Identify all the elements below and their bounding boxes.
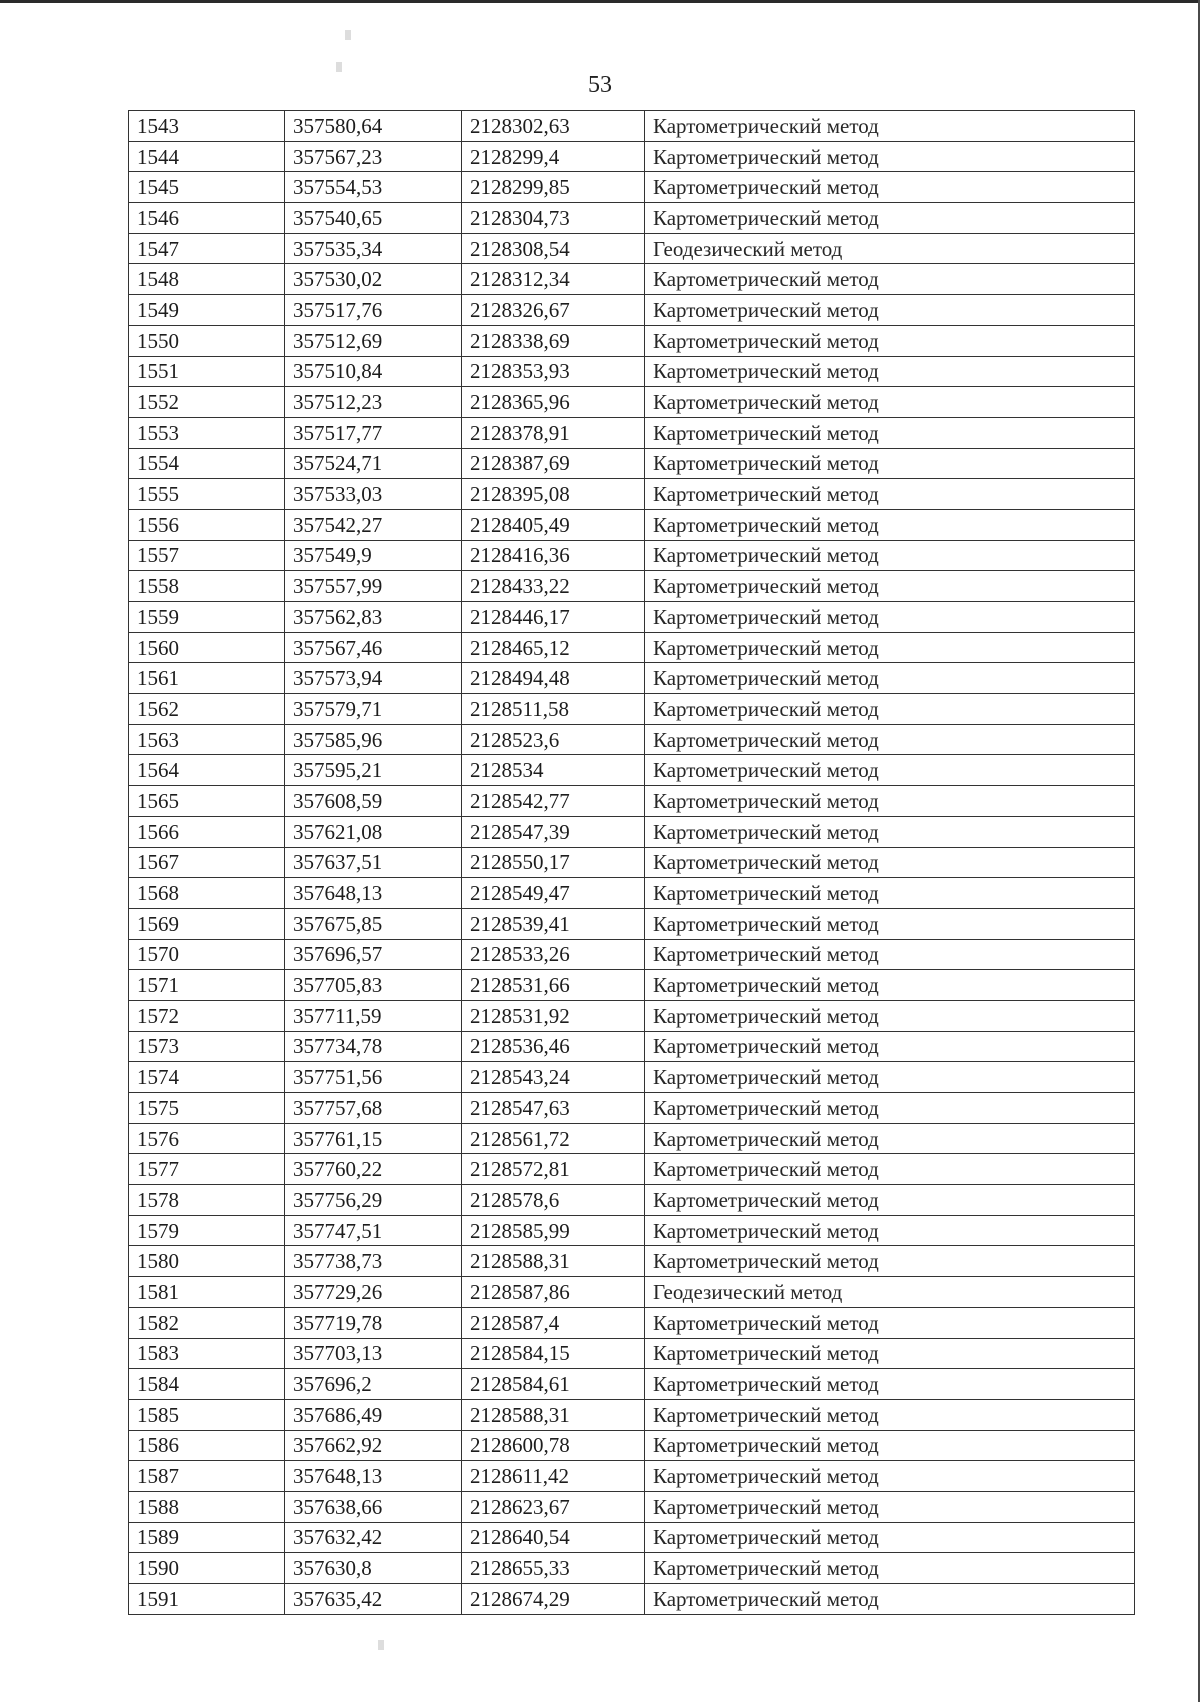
method-cell: Картометрический метод bbox=[645, 172, 1135, 203]
method-cell: Геодезический метод bbox=[645, 1277, 1135, 1308]
point-number-cell: 1585 bbox=[129, 1399, 285, 1430]
method-cell: Картометрический метод bbox=[645, 970, 1135, 1001]
table-row bbox=[129, 325, 1135, 356]
point-number-cell: 1548 bbox=[129, 264, 285, 295]
method-cell: Картометрический метод bbox=[645, 663, 1135, 694]
x-coordinate-cell: 357557,99 bbox=[285, 571, 462, 602]
y-coordinate-cell: 2128542,77 bbox=[462, 786, 645, 817]
x-coordinate-cell: 357540,65 bbox=[285, 203, 462, 234]
table-row bbox=[129, 1461, 1135, 1492]
method-cell: Картометрический метод bbox=[645, 1062, 1135, 1093]
coordinates-table-body bbox=[129, 111, 1135, 1615]
y-coordinate-cell: 2128549,47 bbox=[462, 878, 645, 909]
point-number-cell: 1560 bbox=[129, 632, 285, 663]
x-coordinate-cell: 357696,57 bbox=[285, 939, 462, 970]
point-number-cell: 1589 bbox=[129, 1522, 285, 1553]
table-row bbox=[129, 1307, 1135, 1338]
x-coordinate-cell: 357573,94 bbox=[285, 663, 462, 694]
y-coordinate-cell: 2128304,73 bbox=[462, 203, 645, 234]
y-coordinate-cell: 2128395,08 bbox=[462, 479, 645, 510]
x-coordinate-cell: 357580,64 bbox=[285, 111, 462, 142]
table-row bbox=[129, 1093, 1135, 1124]
method-cell: Картометрический метод bbox=[645, 111, 1135, 142]
method-cell: Картометрический метод bbox=[645, 694, 1135, 725]
point-number-cell: 1587 bbox=[129, 1461, 285, 1492]
table-row bbox=[129, 847, 1135, 878]
table-row bbox=[129, 571, 1135, 602]
method-cell: Картометрический метод bbox=[645, 755, 1135, 786]
method-cell: Картометрический метод bbox=[645, 1000, 1135, 1031]
method-cell: Картометрический метод bbox=[645, 632, 1135, 663]
method-cell: Картометрический метод bbox=[645, 356, 1135, 387]
point-number-cell: 1570 bbox=[129, 939, 285, 970]
x-coordinate-cell: 357638,66 bbox=[285, 1491, 462, 1522]
method-cell: Картометрический метод bbox=[645, 141, 1135, 172]
y-coordinate-cell: 2128640,54 bbox=[462, 1522, 645, 1553]
table-row bbox=[129, 203, 1135, 234]
method-cell: Картометрический метод bbox=[645, 1093, 1135, 1124]
table-row bbox=[129, 1123, 1135, 1154]
x-coordinate-cell: 357760,22 bbox=[285, 1154, 462, 1185]
point-number-cell: 1591 bbox=[129, 1584, 285, 1615]
point-number-cell: 1575 bbox=[129, 1093, 285, 1124]
y-coordinate-cell: 2128446,17 bbox=[462, 602, 645, 633]
method-cell: Картометрический метод bbox=[645, 571, 1135, 602]
x-coordinate-cell: 357711,59 bbox=[285, 1000, 462, 1031]
y-coordinate-cell: 2128547,63 bbox=[462, 1093, 645, 1124]
y-coordinate-cell: 2128572,81 bbox=[462, 1154, 645, 1185]
x-coordinate-cell: 357734,78 bbox=[285, 1031, 462, 1062]
y-coordinate-cell: 2128585,99 bbox=[462, 1215, 645, 1246]
method-cell: Картометрический метод bbox=[645, 847, 1135, 878]
y-coordinate-cell: 2128611,42 bbox=[462, 1461, 645, 1492]
y-coordinate-cell: 2128494,48 bbox=[462, 663, 645, 694]
table-row bbox=[129, 1246, 1135, 1277]
point-number-cell: 1554 bbox=[129, 448, 285, 479]
y-coordinate-cell: 2128416,36 bbox=[462, 540, 645, 571]
point-number-cell: 1543 bbox=[129, 111, 285, 142]
table-row bbox=[129, 417, 1135, 448]
x-coordinate-cell: 357703,13 bbox=[285, 1338, 462, 1369]
table-row bbox=[129, 233, 1135, 264]
x-coordinate-cell: 357662,92 bbox=[285, 1430, 462, 1461]
method-cell: Картометрический метод bbox=[645, 540, 1135, 571]
y-coordinate-cell: 2128308,54 bbox=[462, 233, 645, 264]
method-cell: Картометрический метод bbox=[645, 509, 1135, 540]
y-coordinate-cell: 2128578,6 bbox=[462, 1185, 645, 1216]
y-coordinate-cell: 2128326,67 bbox=[462, 295, 645, 326]
point-number-cell: 1574 bbox=[129, 1062, 285, 1093]
point-number-cell: 1565 bbox=[129, 786, 285, 817]
y-coordinate-cell: 2128543,24 bbox=[462, 1062, 645, 1093]
method-cell: Картометрический метод bbox=[645, 724, 1135, 755]
point-number-cell: 1569 bbox=[129, 908, 285, 939]
point-number-cell: 1546 bbox=[129, 203, 285, 234]
point-number-cell: 1590 bbox=[129, 1553, 285, 1584]
method-cell: Картометрический метод bbox=[645, 908, 1135, 939]
y-coordinate-cell: 2128433,22 bbox=[462, 571, 645, 602]
x-coordinate-cell: 357621,08 bbox=[285, 816, 462, 847]
point-number-cell: 1553 bbox=[129, 417, 285, 448]
x-coordinate-cell: 357637,51 bbox=[285, 847, 462, 878]
point-number-cell: 1572 bbox=[129, 1000, 285, 1031]
table-row bbox=[129, 540, 1135, 571]
y-coordinate-cell: 2128561,72 bbox=[462, 1123, 645, 1154]
point-number-cell: 1568 bbox=[129, 878, 285, 909]
y-coordinate-cell: 2128536,46 bbox=[462, 1031, 645, 1062]
method-cell: Картометрический метод bbox=[645, 786, 1135, 817]
x-coordinate-cell: 357595,21 bbox=[285, 755, 462, 786]
method-cell: Геодезический метод bbox=[645, 233, 1135, 264]
method-cell: Картометрический метод bbox=[645, 1522, 1135, 1553]
method-cell: Картометрический метод bbox=[645, 479, 1135, 510]
table-row bbox=[129, 755, 1135, 786]
y-coordinate-cell: 2128623,67 bbox=[462, 1491, 645, 1522]
y-coordinate-cell: 2128584,15 bbox=[462, 1338, 645, 1369]
x-coordinate-cell: 357554,53 bbox=[285, 172, 462, 203]
point-number-cell: 1586 bbox=[129, 1430, 285, 1461]
method-cell: Картометрический метод bbox=[645, 1031, 1135, 1062]
scan-edge-top bbox=[0, 0, 1200, 3]
y-coordinate-cell: 2128600,78 bbox=[462, 1430, 645, 1461]
method-cell: Картометрический метод bbox=[645, 816, 1135, 847]
method-cell: Картометрический метод bbox=[645, 939, 1135, 970]
table-row bbox=[129, 295, 1135, 326]
y-coordinate-cell: 2128531,66 bbox=[462, 970, 645, 1001]
method-cell: Картометрический метод bbox=[645, 1461, 1135, 1492]
x-coordinate-cell: 357757,68 bbox=[285, 1093, 462, 1124]
table-row bbox=[129, 1430, 1135, 1461]
method-cell: Картометрический метод bbox=[645, 1491, 1135, 1522]
method-cell: Картометрический метод bbox=[645, 1553, 1135, 1584]
x-coordinate-cell: 357696,2 bbox=[285, 1369, 462, 1400]
table-row bbox=[129, 632, 1135, 663]
x-coordinate-cell: 357533,03 bbox=[285, 479, 462, 510]
table-row bbox=[129, 172, 1135, 203]
y-coordinate-cell: 2128353,93 bbox=[462, 356, 645, 387]
y-coordinate-cell: 2128587,4 bbox=[462, 1307, 645, 1338]
table-row bbox=[129, 1215, 1135, 1246]
table-row bbox=[129, 1338, 1135, 1369]
point-number-cell: 1582 bbox=[129, 1307, 285, 1338]
point-number-cell: 1584 bbox=[129, 1369, 285, 1400]
x-coordinate-cell: 357630,8 bbox=[285, 1553, 462, 1584]
table-row bbox=[129, 908, 1135, 939]
method-cell: Картометрический метод bbox=[645, 1246, 1135, 1277]
point-number-cell: 1547 bbox=[129, 233, 285, 264]
point-number-cell: 1550 bbox=[129, 325, 285, 356]
method-cell: Картометрический метод bbox=[645, 448, 1135, 479]
table-row bbox=[129, 724, 1135, 755]
page-number: 53 bbox=[588, 72, 612, 98]
table-row bbox=[129, 356, 1135, 387]
x-coordinate-cell: 357517,77 bbox=[285, 417, 462, 448]
coordinates-table bbox=[128, 110, 1135, 1615]
point-number-cell: 1581 bbox=[129, 1277, 285, 1308]
y-coordinate-cell: 2128365,96 bbox=[462, 387, 645, 418]
y-coordinate-cell: 2128299,4 bbox=[462, 141, 645, 172]
point-number-cell: 1571 bbox=[129, 970, 285, 1001]
point-number-cell: 1583 bbox=[129, 1338, 285, 1369]
table-row bbox=[129, 1000, 1135, 1031]
x-coordinate-cell: 357747,51 bbox=[285, 1215, 462, 1246]
point-number-cell: 1549 bbox=[129, 295, 285, 326]
table-row bbox=[129, 816, 1135, 847]
table-row bbox=[129, 111, 1135, 142]
table-row bbox=[129, 448, 1135, 479]
x-coordinate-cell: 357585,96 bbox=[285, 724, 462, 755]
method-cell: Картометрический метод bbox=[645, 203, 1135, 234]
point-number-cell: 1562 bbox=[129, 694, 285, 725]
table-row bbox=[129, 1031, 1135, 1062]
y-coordinate-cell: 2128302,63 bbox=[462, 111, 645, 142]
x-coordinate-cell: 357512,23 bbox=[285, 387, 462, 418]
x-coordinate-cell: 357648,13 bbox=[285, 878, 462, 909]
x-coordinate-cell: 357608,59 bbox=[285, 786, 462, 817]
point-number-cell: 1544 bbox=[129, 141, 285, 172]
table-row bbox=[129, 786, 1135, 817]
method-cell: Картометрический метод bbox=[645, 1430, 1135, 1461]
x-coordinate-cell: 357751,56 bbox=[285, 1062, 462, 1093]
table-row bbox=[129, 264, 1135, 295]
y-coordinate-cell: 2128299,85 bbox=[462, 172, 645, 203]
method-cell: Картометрический метод bbox=[645, 325, 1135, 356]
x-coordinate-cell: 357510,84 bbox=[285, 356, 462, 387]
x-coordinate-cell: 357761,15 bbox=[285, 1123, 462, 1154]
table-row bbox=[129, 387, 1135, 418]
x-coordinate-cell: 357542,27 bbox=[285, 509, 462, 540]
point-number-cell: 1552 bbox=[129, 387, 285, 418]
x-coordinate-cell: 357635,42 bbox=[285, 1584, 462, 1615]
table-row bbox=[129, 1062, 1135, 1093]
y-coordinate-cell: 2128511,58 bbox=[462, 694, 645, 725]
method-cell: Картометрический метод bbox=[645, 295, 1135, 326]
table-row bbox=[129, 1584, 1135, 1615]
point-number-cell: 1563 bbox=[129, 724, 285, 755]
point-number-cell: 1558 bbox=[129, 571, 285, 602]
table-row bbox=[129, 141, 1135, 172]
y-coordinate-cell: 2128674,29 bbox=[462, 1584, 645, 1615]
x-coordinate-cell: 357719,78 bbox=[285, 1307, 462, 1338]
y-coordinate-cell: 2128531,92 bbox=[462, 1000, 645, 1031]
method-cell: Картометрический метод bbox=[645, 417, 1135, 448]
x-coordinate-cell: 357535,34 bbox=[285, 233, 462, 264]
x-coordinate-cell: 357675,85 bbox=[285, 908, 462, 939]
point-number-cell: 1573 bbox=[129, 1031, 285, 1062]
x-coordinate-cell: 357567,46 bbox=[285, 632, 462, 663]
point-number-cell: 1559 bbox=[129, 602, 285, 633]
y-coordinate-cell: 2128338,69 bbox=[462, 325, 645, 356]
table-row bbox=[129, 1185, 1135, 1216]
y-coordinate-cell: 2128550,17 bbox=[462, 847, 645, 878]
point-number-cell: 1551 bbox=[129, 356, 285, 387]
x-coordinate-cell: 357549,9 bbox=[285, 540, 462, 571]
table-row bbox=[129, 1491, 1135, 1522]
method-cell: Картометрический метод bbox=[645, 1584, 1135, 1615]
x-coordinate-cell: 357756,29 bbox=[285, 1185, 462, 1216]
table-row bbox=[129, 694, 1135, 725]
table-row bbox=[129, 1277, 1135, 1308]
point-number-cell: 1579 bbox=[129, 1215, 285, 1246]
method-cell: Картометрический метод bbox=[645, 1369, 1135, 1400]
y-coordinate-cell: 2128539,41 bbox=[462, 908, 645, 939]
table-row bbox=[129, 1399, 1135, 1430]
method-cell: Картометрический метод bbox=[645, 1399, 1135, 1430]
x-coordinate-cell: 357530,02 bbox=[285, 264, 462, 295]
table-row bbox=[129, 1369, 1135, 1400]
method-cell: Картометрический метод bbox=[645, 878, 1135, 909]
point-number-cell: 1557 bbox=[129, 540, 285, 571]
table-row bbox=[129, 1154, 1135, 1185]
point-number-cell: 1567 bbox=[129, 847, 285, 878]
y-coordinate-cell: 2128584,61 bbox=[462, 1369, 645, 1400]
x-coordinate-cell: 357517,76 bbox=[285, 295, 462, 326]
x-coordinate-cell: 357524,71 bbox=[285, 448, 462, 479]
point-number-cell: 1555 bbox=[129, 479, 285, 510]
point-number-cell: 1561 bbox=[129, 663, 285, 694]
scan-speckle bbox=[345, 30, 351, 40]
y-coordinate-cell: 2128588,31 bbox=[462, 1246, 645, 1277]
method-cell: Картометрический метод bbox=[645, 264, 1135, 295]
y-coordinate-cell: 2128533,26 bbox=[462, 939, 645, 970]
x-coordinate-cell: 357729,26 bbox=[285, 1277, 462, 1308]
x-coordinate-cell: 357648,13 bbox=[285, 1461, 462, 1492]
y-coordinate-cell: 2128655,33 bbox=[462, 1553, 645, 1584]
method-cell: Картометрический метод bbox=[645, 387, 1135, 418]
method-cell: Картометрический метод bbox=[645, 1215, 1135, 1246]
y-coordinate-cell: 2128378,91 bbox=[462, 417, 645, 448]
point-number-cell: 1588 bbox=[129, 1491, 285, 1522]
x-coordinate-cell: 357686,49 bbox=[285, 1399, 462, 1430]
point-number-cell: 1556 bbox=[129, 509, 285, 540]
x-coordinate-cell: 357567,23 bbox=[285, 141, 462, 172]
y-coordinate-cell: 2128547,39 bbox=[462, 816, 645, 847]
y-coordinate-cell: 2128587,86 bbox=[462, 1277, 645, 1308]
method-cell: Картометрический метод bbox=[645, 1338, 1135, 1369]
method-cell: Картометрический метод bbox=[645, 1307, 1135, 1338]
method-cell: Картометрический метод bbox=[645, 1123, 1135, 1154]
table-row bbox=[129, 970, 1135, 1001]
point-number-cell: 1564 bbox=[129, 755, 285, 786]
x-coordinate-cell: 357738,73 bbox=[285, 1246, 462, 1277]
y-coordinate-cell: 2128405,49 bbox=[462, 509, 645, 540]
y-coordinate-cell: 2128534 bbox=[462, 755, 645, 786]
table-row bbox=[129, 509, 1135, 540]
point-number-cell: 1578 bbox=[129, 1185, 285, 1216]
method-cell: Картометрический метод bbox=[645, 1185, 1135, 1216]
x-coordinate-cell: 357562,83 bbox=[285, 602, 462, 633]
method-cell: Картометрический метод bbox=[645, 1154, 1135, 1185]
y-coordinate-cell: 2128588,31 bbox=[462, 1399, 645, 1430]
table-row bbox=[129, 602, 1135, 633]
table-row bbox=[129, 878, 1135, 909]
x-coordinate-cell: 357632,42 bbox=[285, 1522, 462, 1553]
table-row bbox=[129, 1553, 1135, 1584]
x-coordinate-cell: 357579,71 bbox=[285, 694, 462, 725]
y-coordinate-cell: 2128523,6 bbox=[462, 724, 645, 755]
point-number-cell: 1566 bbox=[129, 816, 285, 847]
table-row bbox=[129, 663, 1135, 694]
y-coordinate-cell: 2128312,34 bbox=[462, 264, 645, 295]
point-number-cell: 1576 bbox=[129, 1123, 285, 1154]
point-number-cell: 1577 bbox=[129, 1154, 285, 1185]
x-coordinate-cell: 357512,69 bbox=[285, 325, 462, 356]
table-row bbox=[129, 939, 1135, 970]
table-row bbox=[129, 1522, 1135, 1553]
table-row bbox=[129, 479, 1135, 510]
point-number-cell: 1545 bbox=[129, 172, 285, 203]
point-number-cell: 1580 bbox=[129, 1246, 285, 1277]
scan-speckle bbox=[378, 1640, 384, 1650]
method-cell: Картометрический метод bbox=[645, 602, 1135, 633]
y-coordinate-cell: 2128465,12 bbox=[462, 632, 645, 663]
x-coordinate-cell: 357705,83 bbox=[285, 970, 462, 1001]
y-coordinate-cell: 2128387,69 bbox=[462, 448, 645, 479]
